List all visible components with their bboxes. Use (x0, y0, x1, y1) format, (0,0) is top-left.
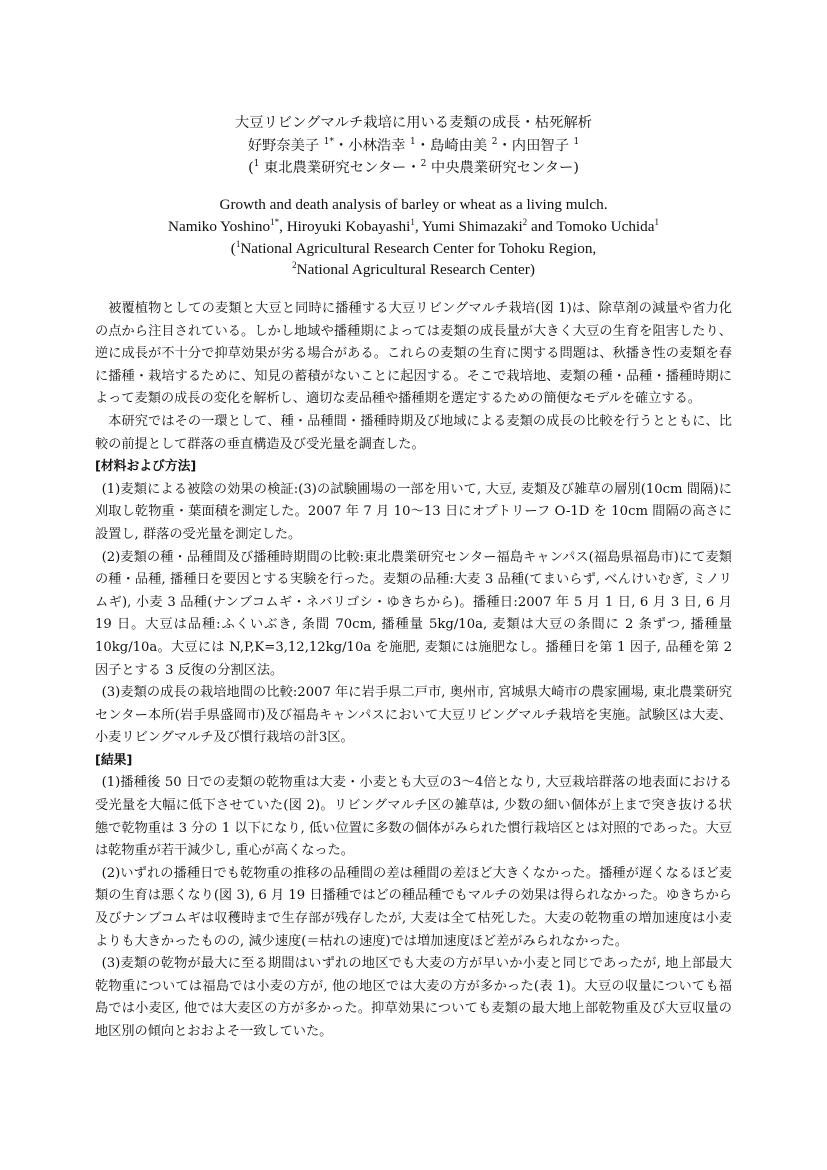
methods-item-2: (2)麦類の種・品種間及び播種時期間の比較:東北農業研究センター福島キャンパス(福島県福島市)にて麦類の種・品種, 播種日を要因とする実験を行った。麦類の品種:大麦 3 品種(てまいらず, べんけいむぎ, ミノリムギ), 小麦 3 品種(ナンブコムギ・ネバリゴシ・ゆきちから)。播種日:2007 年 5 月 1 日, 6 月 3 日, 6 月 19 日。大豆は品種:ふくいぶき, 条間 70cm, 播種量 5kg/10a, 麦類は大豆の条間に 2 条ずつ, 播種量 10kg/10a。大豆には N,P,K=3,12,12kg/10a を施肥, 麦類には施肥なし。播種日を第 1 因子, 品種を第 2 因子とする 3 反復の分割区法。 (95, 549, 732, 678)
en-author-3: , Yumi Shimazaki (414, 218, 523, 235)
en-affil-1: National Agricultural Research Center for Tohoku Region, (240, 240, 597, 257)
en-author-1: Namiko Yoshino (168, 218, 271, 235)
jp-affil-open: ( (248, 160, 254, 176)
en-affil-sup-1: 1 (235, 239, 241, 249)
en-affiliation-line-1 (0, 240, 827, 258)
jp-affil-1: 東北農業研究センター・ (259, 160, 421, 176)
intro-paragraph-2: 本研究ではその一環として、種・品種間・播種時期及び地域による麦類の成長の比較を行うとともに、比較の前提として群落の垂直構造及び受光量を調査した。 (95, 413, 732, 452)
jp-authors (0, 135, 827, 155)
jp-author-4: ・内田智子 (497, 138, 574, 154)
en-author-2: , Hiroyuki Kobayashi (279, 218, 411, 235)
jp-affil-sup-1: 1 (253, 159, 260, 169)
jp-author-2-sup: 1 (410, 137, 416, 147)
methods-item-1: (1)麦類による被陰の効果の検証:(3)の試験圃場の一部を用いて, 大豆, 麦類及び雑草の層別(10cm 間隔)に刈取し乾物重・葉面積を測定した。2007 年 7 月 10～13 日にオプトリーフ O-1D を 10cm 間隔の高さに設置し, 群落の受光量を測定した。 (95, 481, 732, 542)
en-affil-2: National Agricultural Research Center) (296, 261, 535, 278)
jp-affiliation (0, 157, 827, 177)
jp-title: 大豆リビングマルチ栽培に用いる麦類の成長・枯死解析 (234, 115, 593, 131)
en-affiliation-line-2 (0, 261, 827, 279)
en-author-4-sup: 1 (654, 217, 659, 227)
en-affil-open: ( (230, 240, 236, 257)
jp-author-2: ・小林浩幸 (333, 138, 411, 154)
jp-author-4-sup: 1 (573, 137, 580, 147)
results-item-1: (1)播種後 50 日での麦類の乾物重は大麦・小麦とも大豆の3～4倍となり, 大豆栽培群落の地表面における受光量を大幅に低下させていた(図 2)。リビングマルチ区の雑草は, 少数の細い個体が上まで突き抜ける状態で乾物重は 3 分の 1 以下になり, 低い位置に多数の個体がみられた慣行栽培区とは対照的であった。大豆は乾物重が若干減少し, 重心が高くなった。 (95, 775, 732, 859)
methods-item-3: (3)麦類の成長の栽培地間の比較:2007 年に岩手県二戸市, 奥州市, 宮城県大崎市の農家圃場, 東北農業研究センター本所(岩手県盛岡市)及び福島キャンパスにおいて大豆リビングマルチ栽培を実施。試験区は大麦、小麦リビングマルチ及び慣行栽培の計3区。 (95, 685, 732, 746)
results-heading: [結果] (95, 752, 133, 768)
en-author-4: and Tomoko Uchida (527, 218, 655, 235)
en-authors (0, 218, 827, 236)
jp-author-1-sup: 1* (323, 137, 334, 147)
results-item-2: (2)いずれの播種日でも乾物重の推移の品種間の差は種間の差ほど大きくなかった。播種が遅くなるほど麦類の生育は悪くなり(図 3), 6 月 19 日播種ではどの種品種でもマルチの効果は得られなかった。ゆきちから及びナンブコムギは収穫時まで生存部が残存したが, 大麦は全て枯死した。大麦の乾物重の増加速度は小麦よりも大きかったものの, 減少速度(＝枯れの速度)では増加速度ほど差がみられなかった。 (95, 865, 732, 949)
en-author-1-sup: 1* (270, 217, 280, 227)
jp-author-3-sup: 2 (491, 137, 498, 147)
en-author-2-sup: 1 (410, 217, 415, 227)
en-title: Growth and death analysis of barley or wheat as a living mulch. (219, 196, 608, 213)
jp-affil-sup-2: 2 (420, 159, 427, 169)
jp-author-1: 好野奈美子 (247, 138, 324, 154)
methods-heading: [材料および方法] (95, 459, 197, 475)
jp-author-3: ・島崎由美 (415, 138, 492, 154)
en-affil-sup-2: 2 (292, 260, 297, 270)
body-text (95, 298, 732, 1044)
intro-paragraph-1: 被覆植物としての麦類と大豆と同時に播種する大豆リビングマルチ栽培(図 1)は、除草剤の減量や省力化の点から注目されている。しかし地域や播種期によっては麦類の成長量が大きく大豆の生育を阻害したり、逆に成長が不十分で抑草効果が劣る場合がある。これらの麦類の生育に関する問題は、秋播き性の麦類を春に播種・栽培するために、知見の蓄積がないことに起因する。そこで栽培地、麦類の種・品種・播種時期によって麦類の成長の変化を解析し、適切な麦品種や播種期を選定するための簡便なモデルを確立する。 (95, 301, 732, 407)
results-item-3: (3)麦類の乾物が最大に至る期間はいずれの地区でも大麦の方が早いか小麦と同じであったが, 地上部最大乾物重については福島では小麦の方が, 他の地区では大麦の方が多かった(表 1)。大豆の収量についても福島では小麦区, 他では大麦区の方が多かった。抑草効果についても麦類の最大地上部乾物重及び大豆収量の地区別の傾向とおおよそ一致していた。 (95, 956, 732, 1039)
en-author-3-sup: 2 (522, 217, 528, 227)
jp-affil-2: 中央農業研究センター) (426, 160, 579, 176)
